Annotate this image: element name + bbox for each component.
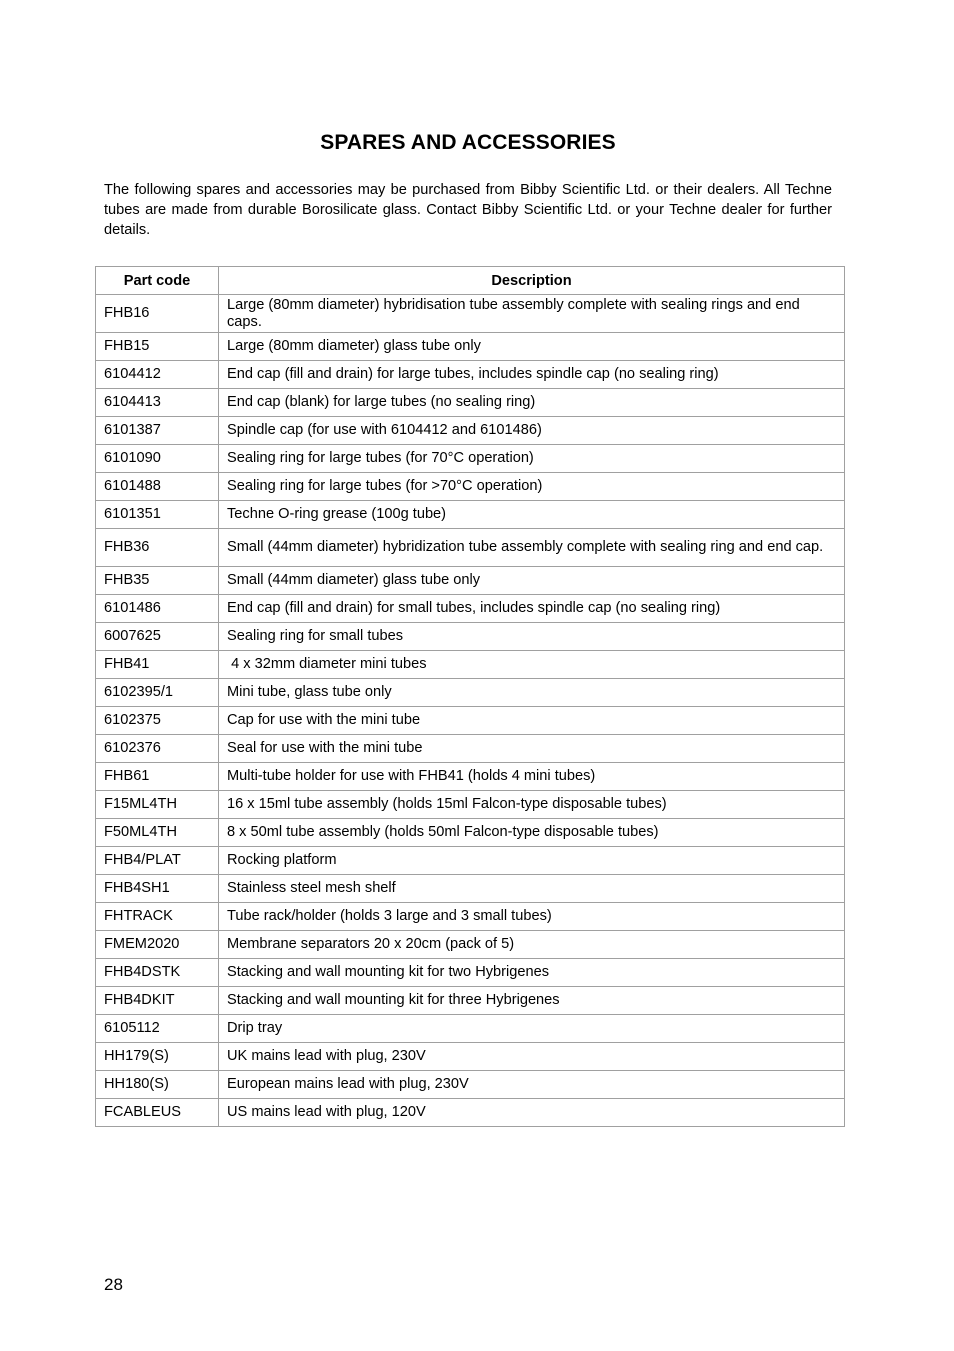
part-code-cell: 6102395/1 bbox=[96, 679, 219, 707]
table-row bbox=[96, 679, 845, 707]
table-row bbox=[96, 1071, 845, 1099]
part-code-cell: 6104412 bbox=[96, 361, 219, 389]
table-row bbox=[96, 623, 845, 651]
part-code-cell: FCABLEUS bbox=[96, 1099, 219, 1127]
part-code-cell: FHB35 bbox=[96, 567, 219, 595]
part-code-cell: HH179(S) bbox=[96, 1043, 219, 1071]
description-cell: Large (80mm diameter) hybridisation tube assembly complete with sealing rings and end caps. bbox=[219, 295, 845, 333]
table-row bbox=[96, 791, 845, 819]
description-cell: Tube rack/holder (holds 3 large and 3 small tubes) bbox=[219, 903, 845, 931]
table-row bbox=[96, 931, 845, 959]
table-row bbox=[96, 651, 845, 679]
table-header-row bbox=[96, 267, 845, 295]
table-row bbox=[96, 595, 845, 623]
part-code-cell: FHB16 bbox=[96, 295, 219, 333]
description-cell: End cap (fill and drain) for large tubes, includes spindle cap (no sealing ring) bbox=[219, 361, 845, 389]
description-cell: Seal for use with the mini tube bbox=[219, 735, 845, 763]
table-row bbox=[96, 763, 845, 791]
table-row bbox=[96, 1099, 845, 1127]
description-cell: Membrane separators 20 x 20cm (pack of 5) bbox=[219, 931, 845, 959]
part-code-cell: 6101488 bbox=[96, 473, 219, 501]
description-cell: UK mains lead with plug, 230V bbox=[219, 1043, 845, 1071]
description-cell: US mains lead with plug, 120V bbox=[219, 1099, 845, 1127]
table-row bbox=[96, 875, 845, 903]
part-code-cell: 6101090 bbox=[96, 445, 219, 473]
part-code-cell: FHB4DKIT bbox=[96, 987, 219, 1015]
part-code-cell: 6101387 bbox=[96, 417, 219, 445]
description-cell: Small (44mm diameter) hybridization tube assembly complete with sealing ring and end cap. bbox=[219, 529, 845, 567]
table-row bbox=[96, 501, 845, 529]
description-cell: Stacking and wall mounting kit for three Hybrigenes bbox=[219, 987, 845, 1015]
intro-paragraph: The following spares and accessories may be purchased from Bibby Scientific Ltd. or their dealers. All Techne tubes are made from durable Borosilicate glass. Contact Bibby Scientific Ltd. or your Techne dealer for further details. bbox=[104, 182, 832, 238]
part-code-cell: FMEM2020 bbox=[96, 931, 219, 959]
description-cell: Rocking platform bbox=[219, 847, 845, 875]
page-title: SPARES AND ACCESSORIES bbox=[320, 131, 616, 154]
table-row bbox=[96, 567, 845, 595]
description-cell: Stainless steel mesh shelf bbox=[219, 875, 845, 903]
part-code-cell: FHB4/PLAT bbox=[96, 847, 219, 875]
table-row bbox=[96, 903, 845, 931]
description-cell: 16 x 15ml tube assembly (holds 15ml Falcon-type disposable tubes) bbox=[219, 791, 845, 819]
part-code-cell: 6101486 bbox=[96, 595, 219, 623]
description-cell: European mains lead with plug, 230V bbox=[219, 1071, 845, 1099]
spares-table bbox=[95, 266, 845, 1127]
table-row bbox=[96, 819, 845, 847]
table-row bbox=[96, 1043, 845, 1071]
description-cell: 4 x 32mm diameter mini tubes bbox=[219, 651, 845, 679]
description-cell: Cap for use with the mini tube bbox=[219, 707, 845, 735]
table-row bbox=[96, 735, 845, 763]
table-row bbox=[96, 333, 845, 361]
part-code-cell: FHB15 bbox=[96, 333, 219, 361]
part-code-cell: 6102376 bbox=[96, 735, 219, 763]
description-cell: Sealing ring for large tubes (for >70°C operation) bbox=[219, 473, 845, 501]
table-row bbox=[96, 847, 845, 875]
part-code-cell: 6105112 bbox=[96, 1015, 219, 1043]
table-row bbox=[96, 295, 845, 333]
description-cell: Large (80mm diameter) glass tube only bbox=[219, 333, 845, 361]
description-cell: Drip tray bbox=[219, 1015, 845, 1043]
table-row bbox=[96, 707, 845, 735]
description-cell: Sealing ring for large tubes (for 70°C operation) bbox=[219, 445, 845, 473]
table-row bbox=[96, 445, 845, 473]
description-cell: Mini tube, glass tube only bbox=[219, 679, 845, 707]
description-cell: End cap (blank) for large tubes (no sealing ring) bbox=[219, 389, 845, 417]
description-header: Description bbox=[219, 267, 845, 295]
table-row bbox=[96, 473, 845, 501]
part-code-cell: FHB61 bbox=[96, 763, 219, 791]
table-row bbox=[96, 959, 845, 987]
table-body bbox=[96, 295, 845, 1127]
description-cell: Multi-tube holder for use with FHB41 (holds 4 mini tubes) bbox=[219, 763, 845, 791]
table-row bbox=[96, 529, 845, 567]
table-row bbox=[96, 361, 845, 389]
description-cell: Stacking and wall mounting kit for two Hybrigenes bbox=[219, 959, 845, 987]
table-row bbox=[96, 987, 845, 1015]
part-code-cell: 6101351 bbox=[96, 501, 219, 529]
table-row bbox=[96, 1015, 845, 1043]
part-code-cell: FHB4SH1 bbox=[96, 875, 219, 903]
part-code-cell: 6104413 bbox=[96, 389, 219, 417]
description-cell: Sealing ring for small tubes bbox=[219, 623, 845, 651]
part-code-cell: F15ML4TH bbox=[96, 791, 219, 819]
part-code-cell: FHTRACK bbox=[96, 903, 219, 931]
part-code-cell: FHB41 bbox=[96, 651, 219, 679]
part-code-header: Part code bbox=[96, 267, 219, 295]
part-code-cell: FHB36 bbox=[96, 529, 219, 567]
part-code-cell: F50ML4TH bbox=[96, 819, 219, 847]
page-number: 28 bbox=[104, 1275, 123, 1294]
part-code-cell: 6007625 bbox=[96, 623, 219, 651]
table-row bbox=[96, 417, 845, 445]
description-cell: End cap (fill and drain) for small tubes, includes spindle cap (no sealing ring) bbox=[219, 595, 845, 623]
description-cell: Small (44mm diameter) glass tube only bbox=[219, 567, 845, 595]
description-cell: Spindle cap (for use with 6104412 and 6101486) bbox=[219, 417, 845, 445]
table-row bbox=[96, 389, 845, 417]
part-code-cell: FHB4DSTK bbox=[96, 959, 219, 987]
description-cell: 8 x 50ml tube assembly (holds 50ml Falcon-type disposable tubes) bbox=[219, 819, 845, 847]
part-code-cell: 6102375 bbox=[96, 707, 219, 735]
description-cell: Techne O-ring grease (100g tube) bbox=[219, 501, 845, 529]
part-code-cell: HH180(S) bbox=[96, 1071, 219, 1099]
